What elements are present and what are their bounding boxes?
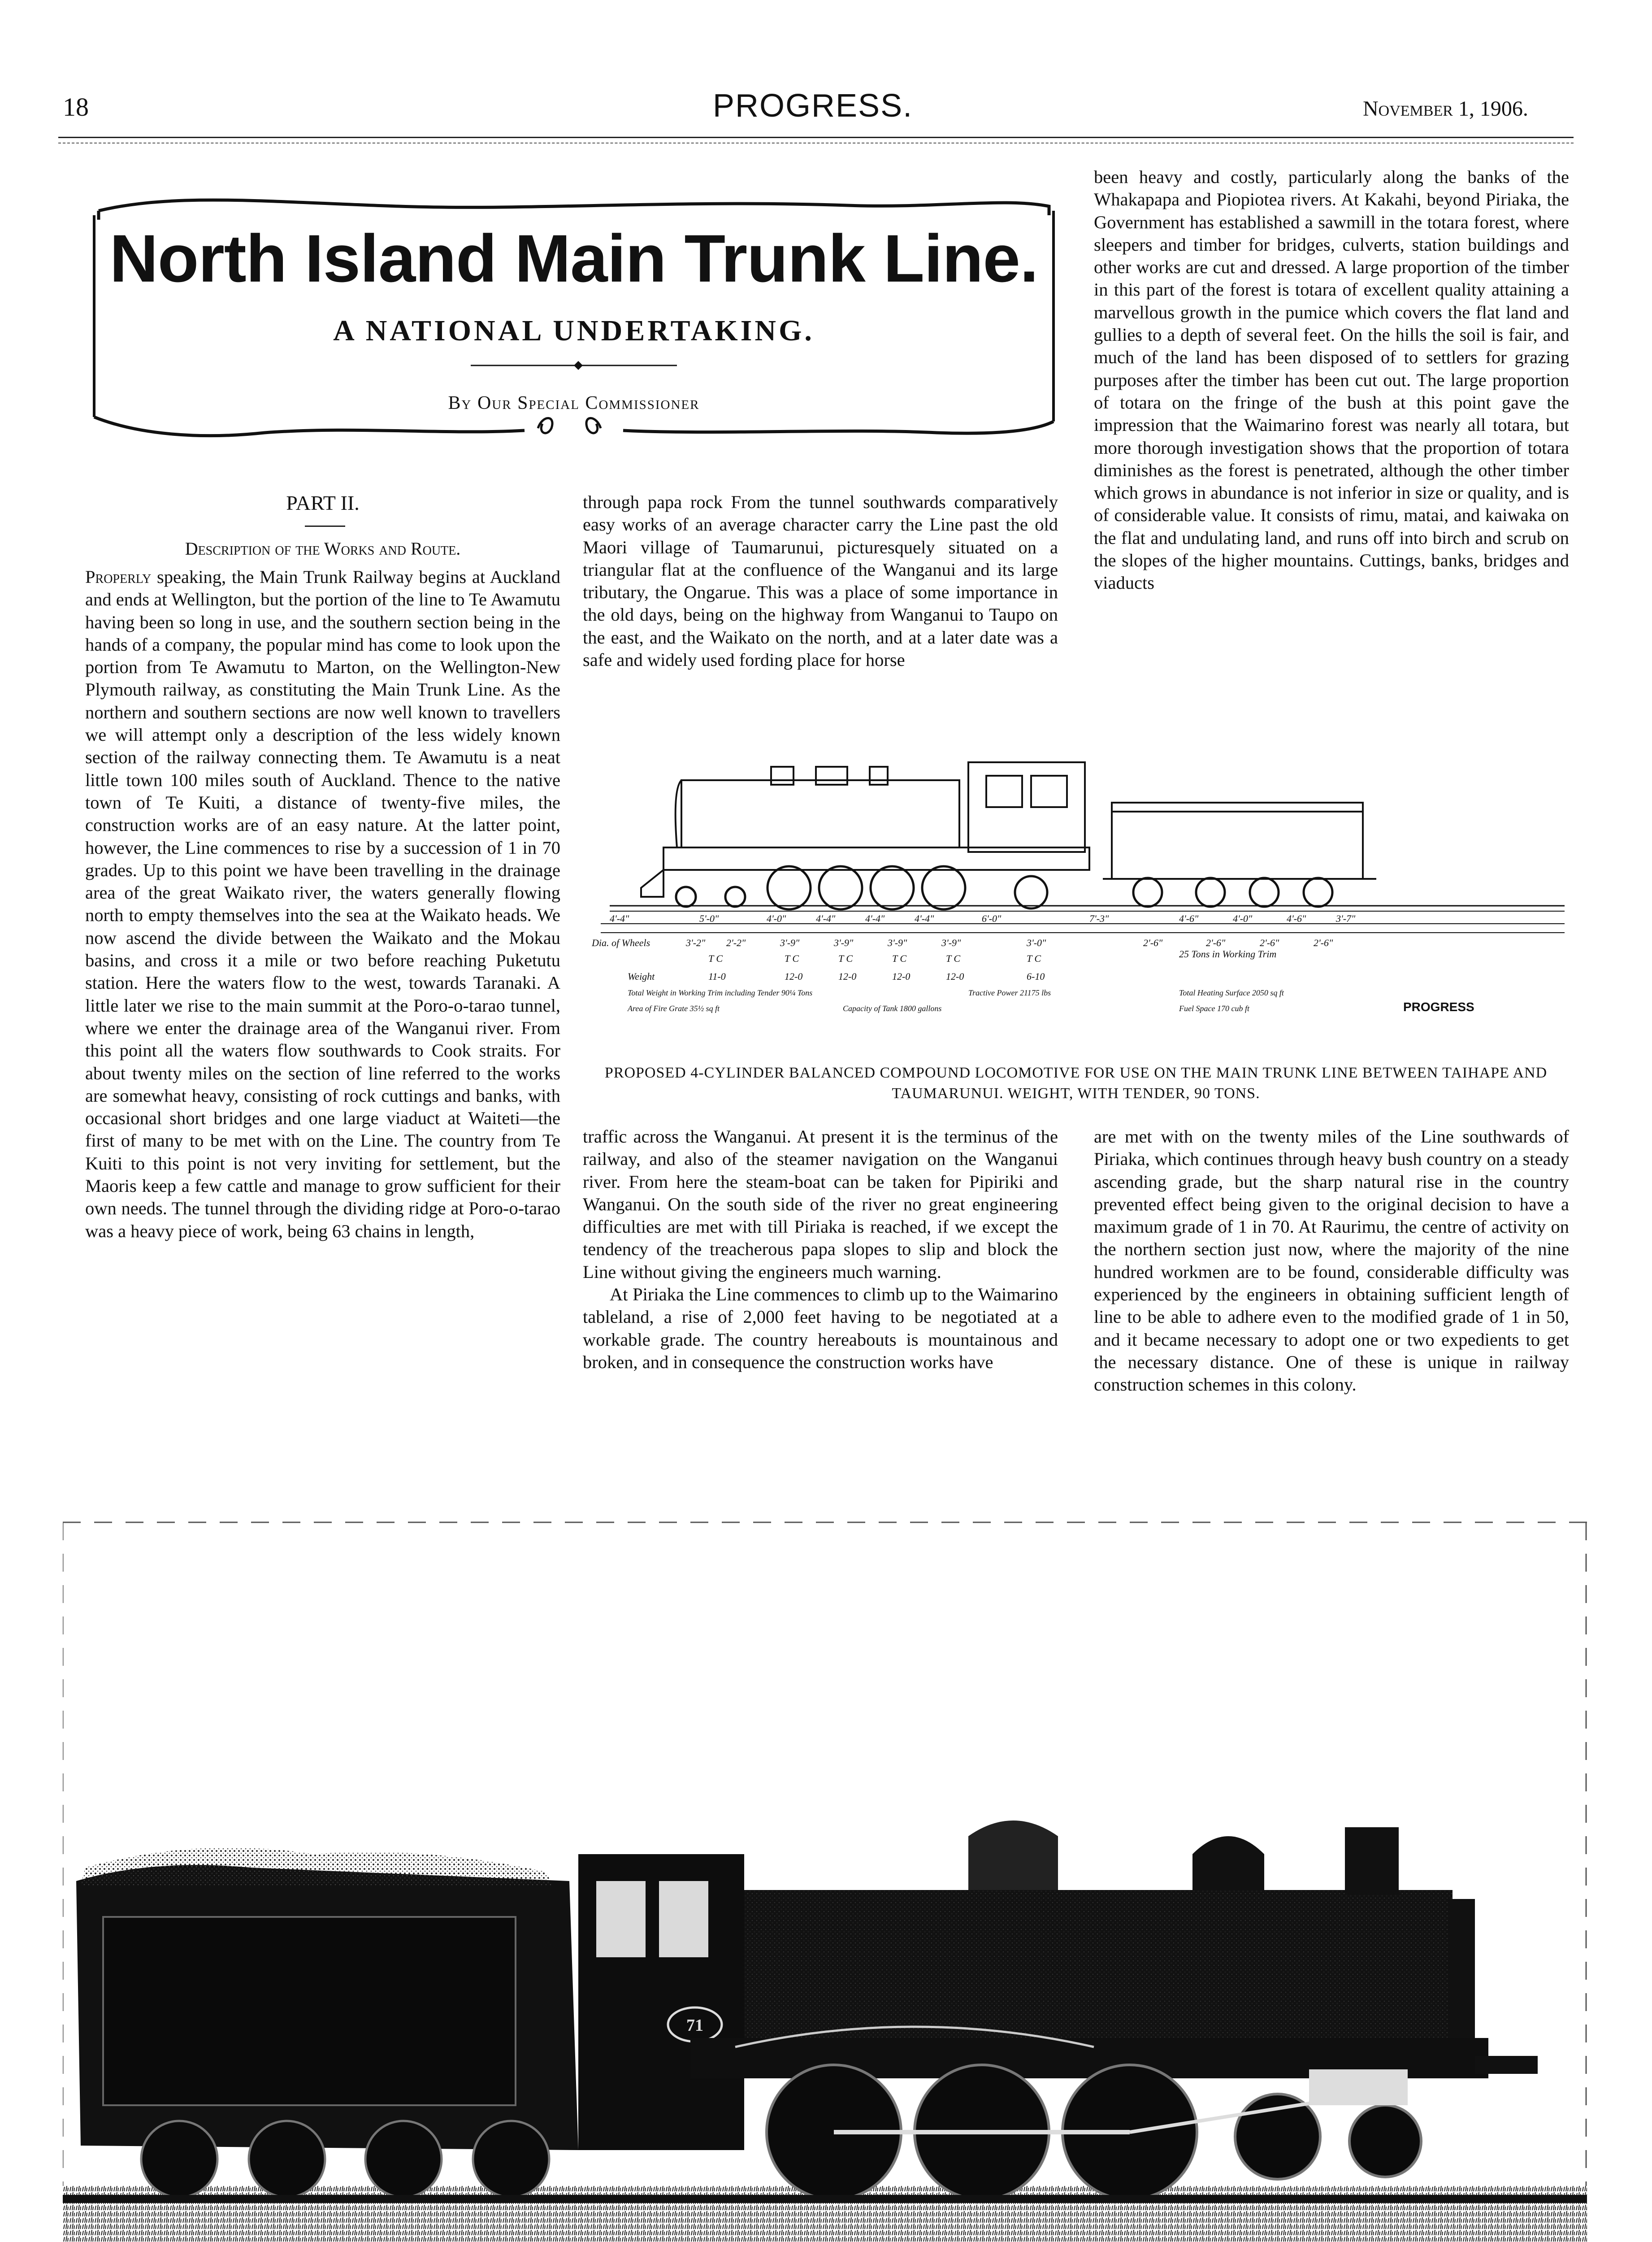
note-tons: 25 Tons in Working Trim xyxy=(1179,948,1277,960)
engine-number: 71 xyxy=(686,2016,703,2035)
part-rule xyxy=(305,526,345,527)
note-tractive: Tractive Power 21175 lbs xyxy=(968,988,1051,997)
column-2-para-2: At Piriaka the Line commences to climb up to the Waimarino tableland, a rise of 2,000 feet having to be negotiated at a workable grade. The country hereabouts is mountainous and broken, and in consequence the construction works have xyxy=(583,1284,1058,1372)
row-dia-label: Dia. of Wheels xyxy=(592,937,650,948)
weight-3: 12-0 xyxy=(892,971,911,982)
note-grate: Area of Fire Grate 35½ sq ft xyxy=(628,1004,720,1013)
dim-7: 7'-3" xyxy=(1089,913,1109,924)
article-subtitle: A NATIONAL UNDERTAKING. xyxy=(333,314,815,347)
note-total: Total Weight in Working Trim including Tender 90¼ Tons xyxy=(628,988,813,997)
locomotive-photo-image xyxy=(63,1513,1587,2242)
tc-4: T C xyxy=(946,953,961,964)
dim-9: 4'-0" xyxy=(1233,913,1253,924)
column-2-text: through papa rock From the tunnel southwards comparatively easy works of an average character carry the Line past the old Maori village of Taumarunui, picturesquely situated on a triangular flat at the confluence of the Wanganui and its large tributary, the Ongarue. This was a place of some importance in the old days, being on the highway from Wanganui to Taupo on the east, and the Waikato on the north, and at a later date was a safe and widely used fording place for horse xyxy=(583,492,1058,670)
engine-wheels xyxy=(676,866,1047,909)
column-1-text: speaking, the Main Trunk Railway begins at Auckland and ends at Wellington, but the portion of the line to Te Awamutu having been so long in use, and the southern section being in the hands of a company, the popular mind has come to look upon the portion from Te Awamutu to Marton, on the Wellington-New Plymouth railway, as constituting the Main Trunk Line. As the northern and southern sections are now well known to travellers we will attempt only a description of the less widely known section of the railway connecting them. Te Awamutu is a neat little town 100 miles south of Auckland. Thence to the native town of Te Kuiti, a distance of twenty-five miles, the construction works are of an easy nature. At the latter point, however, the Line commences to rise by a succession of 1 in 70 grades. Up to this point we have been travelling in the drainage area of the great Waikato river, the waters generally flowing north to empty themselves into the sea at the Waikato heads. We now ascend the divide between the Waikato and the Mokau basins, and cross it a mile or two before reaching Puketutu station. Here the waters flow to the west, towards Taranaki. A little later we rise to the main summit at the Poro-o-tarao tunnel, where we enter the drainage area of the Wanganui river. From this point all the waters flow southwards to Cook straits. For about twenty miles on the section of line referred to the works are somewhat heavy, consisting of rock cuttings and banks, with occasional short bridges and one large viaduct at Waiteti—the first of many to be met with on the Line. The country from Te Kuiti to this point is not very inviting for settlement, but the Maoris keep a few cattle and manage to grow sufficient for their own needs. The tunnel through the dividing ridge at Poro-o-tarao was a heavy piece of work, being 63 chains in length, xyxy=(85,567,561,1241)
weight-4: 12-0 xyxy=(946,971,964,982)
dim-3: 4'-4" xyxy=(816,913,836,924)
publication-title: PROGRESS. xyxy=(713,88,913,124)
dia-4: 3'-9" xyxy=(888,937,907,948)
row-weight-label: Weight xyxy=(628,971,655,982)
dia-1: 2'-2" xyxy=(726,937,746,948)
note-tank: Capacity of Tank 1800 gallons xyxy=(843,1004,942,1013)
column-2-top xyxy=(583,491,1058,671)
dia-10: 2'-6" xyxy=(1314,937,1333,948)
column-2-bottom xyxy=(583,1125,1058,1373)
article-byline: By Our Special Commissioner xyxy=(448,393,700,413)
column-3-top xyxy=(1094,166,1569,595)
tc-0: T C xyxy=(708,953,723,964)
dia-5: 3'-9" xyxy=(941,937,961,948)
page-number: 18 xyxy=(63,92,89,122)
dim-1: 5'-0" xyxy=(699,913,719,924)
dim-11: 3'-7" xyxy=(1336,913,1356,924)
weight-1: 12-0 xyxy=(785,971,803,982)
boiler-outline xyxy=(681,780,959,847)
locomotive-diagram xyxy=(583,753,1569,1058)
column-3-bottom xyxy=(1094,1125,1569,1396)
article-title: North Island Main Trunk Line. xyxy=(109,221,1038,296)
dia-7: 2'-6" xyxy=(1143,937,1163,948)
tc-3: T C xyxy=(892,953,907,964)
dia-8: 2'-6" xyxy=(1206,937,1226,948)
dia-2: 3'-9" xyxy=(780,937,800,948)
locomotive-photo xyxy=(63,1513,1587,2242)
column-3-bottom-text: are met with on the twenty miles of the Line southwards of Piriaka, which continues through heavy bush country on a steady ascending grade, but the sharp natural rise in the country prevented effect being given to the original decision to have a maximum grade of 1 in 70. At Raurimu, the centre of activity on the northern section just now, where the majority of the nine hundred workmen are to be found, considerable difficulty was experienced by the engineers in obtaining sufficient length of line to be able to adhere even to the modified grade of 1 in 50, and it became necessary to adopt one or two expedients to get the necessary distance. One of these is unique in railway construction schemes in this colony. xyxy=(1094,1126,1569,1395)
tc-1: T C xyxy=(785,953,799,964)
section-heading: Description of the Works and Route. xyxy=(185,539,461,559)
column-2-para-1: traffic across the Wanganui. At present it is the terminus of the railway, and also of the steamer navigation on the Wanganui river. From here the steam-boat can be taken for Pipiriki and Wanganui. On the south side of the river no great engineering difficulties are met with till Piriaka is reached, if we except the tendency of the treacherous papa slopes to slip and block the Line without giving the engineers much warning. xyxy=(583,1126,1058,1282)
tender-wheels xyxy=(1133,878,1332,907)
tc-5: T C xyxy=(1027,953,1041,964)
header-rule xyxy=(58,137,1574,138)
lead-word: Properly xyxy=(85,567,152,587)
dia-6: 3'-0" xyxy=(1027,937,1046,948)
weight-2: 12-0 xyxy=(838,971,857,982)
column-1 xyxy=(85,566,560,1243)
diagram-caption: PROPOSED 4-CYLINDER BALANCED COMPOUND LOCOMOTIVE FOR USE ON THE MAIN TRUNK LINE BETWEEN TAIHAPE AND TAUMARUNUI. WEIGHT, WITH TENDER, 90 TONS. xyxy=(604,1065,1548,1102)
dim-0: 4'-4" xyxy=(610,913,629,924)
column-3-text: been heavy and costly, particularly along the banks of the Whakapapa and Piopiotea rivers. At Kakahi, beyond Piriaka, the Government has established a sawmill in the totara forest, where sleepers and timber for bridges, culverts, station buildings and other works are cut and dressed. A large proportion of the timber in this part of the forest is totara of excellent quality attaining a marvellous growth in the pumice which covers the flat land and gullies to a depth of several feet. On the hills the soil is fair, and much of the land has been disposed of to settlers for grazing purposes after the timber has been cut out. The large proportion of totara on the fringe of the bush at this point gave the impression that the Waimarino forest was nearly all totara, but more thorough investigation shows that the proportion of totara diminishes as the forest is penetrated, although the other timber which grows in abundance is not inferior in size or quality, and is of considerable value. It consists of rimu, matai, and kaiwaka on the flat and undulating land, and runs off into birch and scrub on the slopes of the higher mountains. Cuttings, banks, bridges and viaducts xyxy=(1094,167,1569,593)
note-fuel: Fuel Space 170 cub ft xyxy=(1179,1004,1249,1013)
dim-10: 4'-6" xyxy=(1287,913,1306,924)
progress-mark: PROGRESS xyxy=(1403,1000,1474,1014)
dim-4: 4'-4" xyxy=(865,913,885,924)
weight-0: 11-0 xyxy=(708,971,726,982)
dim-5: 4'-4" xyxy=(915,913,934,924)
title-block xyxy=(85,184,1062,453)
dia-3: 3'-9" xyxy=(834,937,854,948)
weight-5: 6-10 xyxy=(1027,971,1045,982)
part-heading: PART II. xyxy=(286,491,360,514)
note-heating: Total Heating Surface 2050 sq ft xyxy=(1179,988,1284,997)
issue-date: November 1, 1906. xyxy=(1363,97,1528,121)
dia-9: 2'-6" xyxy=(1260,937,1279,948)
dia-0: 3'-2" xyxy=(686,937,706,948)
dim-2: 4'-0" xyxy=(767,913,786,924)
dim-8: 4'-6" xyxy=(1179,913,1199,924)
tc-2: T C xyxy=(838,953,853,964)
dim-6: 6'-0" xyxy=(982,913,1002,924)
